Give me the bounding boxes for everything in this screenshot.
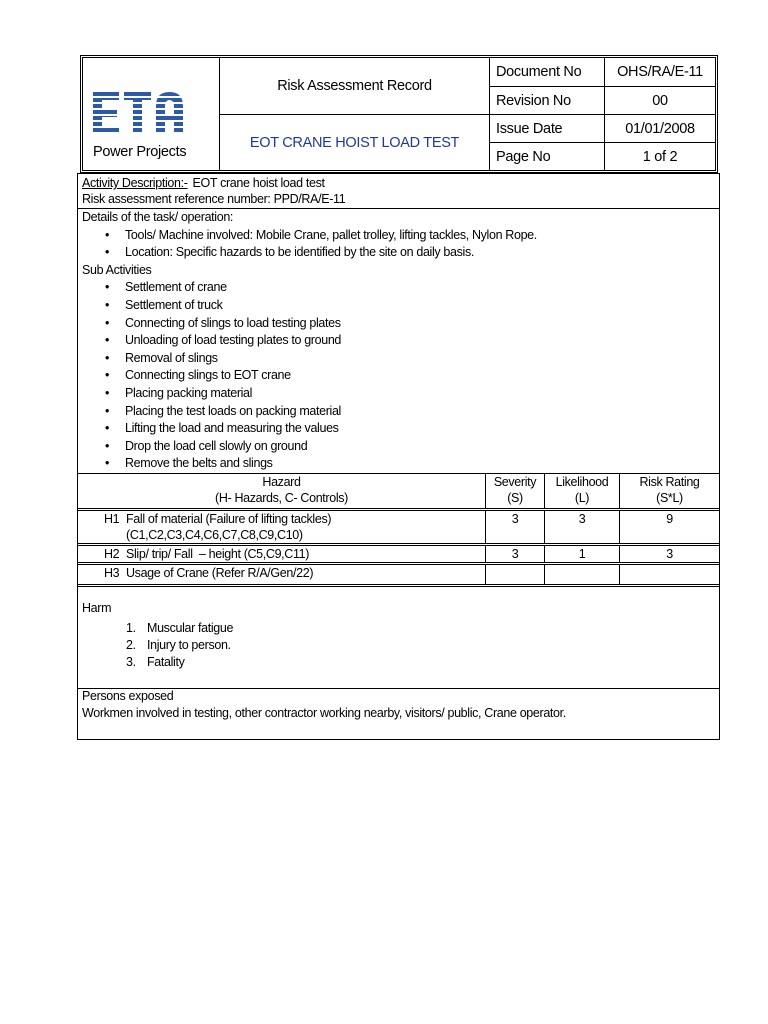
hazard-id: H1 <box>104 512 120 526</box>
likelihood-cell: 1 <box>544 546 619 562</box>
record-title-cell <box>220 58 490 115</box>
hazard-table-header <box>78 474 719 508</box>
likelihood-cell <box>544 565 619 584</box>
risk-rating-cell <box>619 565 719 584</box>
risk-rating-cell: 3 <box>619 546 719 562</box>
harm-item <box>126 637 719 654</box>
hazard-cell <box>78 565 485 584</box>
sub-activity-item: • Removal of slings <box>82 350 719 368</box>
meta-label-issue-date <box>490 115 605 143</box>
sub-activity-item: • Settlement of crane <box>82 279 719 297</box>
eta-logo <box>93 92 183 134</box>
meta-value: 01/01/2008 <box>625 120 695 137</box>
column-subtitle: (H- Hazards, C- Controls) <box>215 491 348 505</box>
column-title: Likelihood <box>555 475 609 489</box>
activity-title: EOT CRANE HOIST LOAD TEST <box>249 134 460 151</box>
hazard-row <box>78 508 719 543</box>
logo-letter-e <box>93 92 119 134</box>
task-details-section <box>78 209 719 474</box>
hazard-cell <box>78 546 485 562</box>
hazard-description: Fall of material (Failure of lifting tackles) <box>126 512 332 526</box>
hazard-cell <box>78 511 485 543</box>
record-title: Risk Assessment Record <box>277 78 432 94</box>
harm-text: Muscular fatigue <box>147 621 234 635</box>
meta-label: Issue Date <box>496 120 563 137</box>
details-item: • Tools/ Machine involved: Mobile Crane, pallet trolley, lifting tackles, Nylon Rope. <box>82 227 719 245</box>
activity-description-line <box>82 175 719 191</box>
harm-heading: Harm <box>82 601 112 615</box>
hazard-description: Usage of Crane (Refer R/A/Gen/22) <box>126 566 314 580</box>
risk-assessment-table <box>77 173 720 740</box>
activity-section <box>78 174 719 209</box>
risk-rating-column-header <box>619 474 719 508</box>
reference-number: Risk assessment reference number: PPD/RA/E-11 <box>82 192 346 206</box>
hazard-text <box>126 511 331 543</box>
harm-list <box>82 620 719 671</box>
harm-item <box>126 620 719 637</box>
hazard-id: H3 <box>104 566 120 580</box>
sub-activity-item: • Unloading of load testing plates to ground <box>82 332 719 350</box>
severity-cell: 3 <box>485 546 544 562</box>
meta-label: Document No <box>496 64 582 80</box>
sub-activity-item: • Lifting the load and measuring the values <box>82 420 719 438</box>
meta-label-document-no <box>490 58 605 87</box>
hazard-column-header <box>78 474 485 508</box>
harm-section <box>78 584 719 688</box>
meta-value: OHS/RA/E-11 <box>617 64 703 80</box>
sub-activities-heading: Sub Activities <box>82 262 152 277</box>
meta-label: Revision No <box>496 92 571 109</box>
risk-rating-cell: 9 <box>619 511 719 543</box>
meta-value: 00 <box>652 92 668 109</box>
meta-label-revision-no <box>490 87 605 115</box>
hazard-text <box>126 546 309 562</box>
harm-number: 3. <box>126 655 136 669</box>
persons-exposed-heading: Persons exposed <box>82 689 174 703</box>
details-item: • Location: Specific hazards to be identified by the site on daily basis. <box>82 244 719 262</box>
hazard-id: H2 <box>104 547 120 561</box>
persons-exposed-section <box>78 688 719 739</box>
column-title: Hazard <box>262 475 301 489</box>
severity-cell <box>485 565 544 584</box>
sub-activity-item: • Drop the load cell slowly on ground <box>82 438 719 456</box>
harm-number: 2. <box>126 638 136 652</box>
hazard-row <box>78 562 719 584</box>
likelihood-cell: 3 <box>544 511 619 543</box>
meta-label-page-no <box>490 143 605 170</box>
likelihood-column-header <box>544 474 619 508</box>
hazard-row <box>78 543 719 562</box>
hazard-text <box>126 565 313 584</box>
severity-column-header <box>485 474 544 508</box>
details-heading: Details of the task/ operation: <box>82 210 234 224</box>
sub-activity-item: • Connecting slings to EOT crane <box>82 367 719 385</box>
hazard-controls: (C1,C2,C3,C4,C6,C7,C8,C9,C10) <box>126 528 303 542</box>
sub-activity-item: • Remove the belts and slings <box>82 455 719 473</box>
column-subtitle: (S*L) <box>656 491 683 505</box>
meta-value: 1 of 2 <box>642 148 678 165</box>
column-title: Risk Rating <box>639 475 700 489</box>
persons-exposed-text: Workmen involved in testing, other contractor working nearby, visitors/ public, Crane operator. <box>82 706 566 720</box>
company-name: Power Projects <box>93 144 187 160</box>
activity-description-label: Activity Description:- <box>82 176 188 190</box>
logo-letter-a <box>156 92 183 134</box>
activity-description-value: EOT crane hoist load test <box>192 176 325 190</box>
meta-value-issue-date <box>605 115 715 143</box>
activity-title-cell <box>220 115 490 170</box>
sub-activity-item: • Settlement of truck <box>82 297 719 315</box>
sub-activity-item: • Placing the test loads on packing material <box>82 403 719 421</box>
hazard-description: Slip/ trip/ Fall – height (C5,C9,C11) <box>126 547 310 561</box>
logo-letter-t <box>124 92 151 134</box>
harm-item <box>126 654 719 671</box>
harm-text: Injury to person. <box>147 638 231 652</box>
sub-activity-item: • Connecting of slings to load testing plates <box>82 315 719 333</box>
document-header <box>80 55 718 173</box>
meta-value-revision-no <box>605 87 715 115</box>
meta-label: Page No <box>496 148 551 165</box>
severity-cell: 3 <box>485 511 544 543</box>
harm-text: Fatality <box>147 655 185 669</box>
logo-cell <box>83 58 220 170</box>
meta-value-page-no <box>605 143 715 170</box>
column-subtitle: (S) <box>507 491 523 505</box>
column-subtitle: (L) <box>574 491 590 505</box>
column-title: Severity <box>493 475 537 489</box>
meta-value-document-no <box>605 58 715 87</box>
harm-number: 1. <box>126 621 136 635</box>
sub-activity-item: • Placing packing material <box>82 385 719 403</box>
